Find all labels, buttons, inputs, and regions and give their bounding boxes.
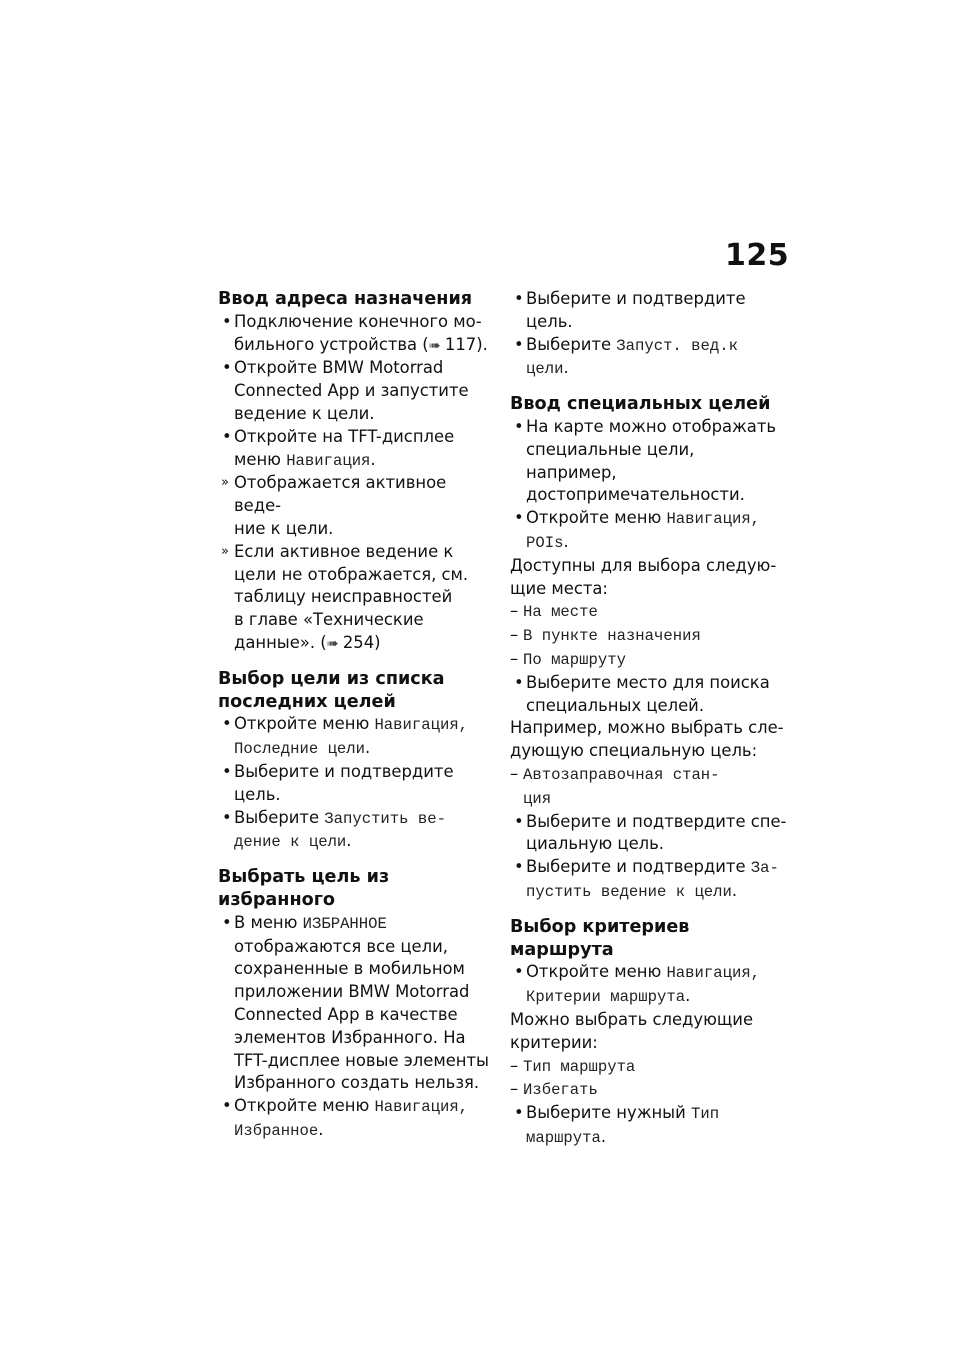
bullet-text: На карте можно отображать специальные цели, например, достопримечательности.: [526, 416, 777, 505]
bullet-icon: •: [222, 912, 232, 932]
bullet-text: Откройте меню: [234, 714, 375, 734]
bullet-text-end: .: [685, 986, 691, 1006]
bullet-open-recent: [218, 713, 498, 761]
bullet-text: Выберите нужный: [526, 1103, 691, 1123]
bullet-text: Откройте BMW Motorrad Connected App и запустите ведение к цели.: [234, 358, 469, 423]
bullet-icon: •: [514, 1103, 524, 1123]
dash-item-destination: [510, 624, 790, 648]
bullet-start-special-guidance: [510, 856, 790, 904]
right-column: [510, 288, 790, 1150]
dash-icon: –: [510, 601, 519, 621]
bullet-text-end: .: [563, 358, 569, 378]
bullet-text-end: .: [346, 831, 352, 851]
bullet-text-end: .: [365, 738, 371, 758]
bullet-text: Выберите и подтвердите цель.: [526, 289, 746, 331]
dash-icon: –: [510, 763, 519, 783]
bullet-text: Выберите и подтвердите цель.: [234, 761, 454, 804]
left-column: [218, 288, 498, 1143]
bullet-start-guidance: [218, 807, 498, 855]
option-label: В пункте назначения: [523, 627, 701, 646]
bullet-icon: •: [514, 416, 524, 436]
bullet-map-pois: [510, 416, 790, 507]
menu-item: Запустить ве- дение к цели: [234, 809, 446, 852]
bullet-text-end: .: [563, 531, 569, 551]
bullet-text-cont: отображаются все цели, сохраненные в мобильном приложении BMW Motorrad Connected App в качестве элементов Избранного. На TFT-дисплее новые элементы Избранного создать нельзя.: [234, 936, 489, 1093]
result-text: Отображается активное веде- ние к цели.: [234, 473, 447, 538]
bullet-select-confirm: [218, 761, 498, 807]
option-label: Автозаправочная стан- ция: [523, 765, 720, 808]
bullet-text: Выберите: [526, 334, 617, 354]
result-text-end: ): [374, 632, 381, 652]
bullet-start-guidance-short: [510, 334, 790, 382]
dash-item-route: [510, 648, 790, 672]
dash-item-here: [510, 600, 790, 624]
result-text: Если активное ведение к цели не отображается, см. таблицу неисправностей в главе «Технические данные». (: [234, 541, 469, 652]
menu-path: Навигация, POIs: [526, 510, 761, 552]
menu-item: Запуст. вед.к цели: [526, 336, 738, 379]
menu-path: Навигация, Последние цели: [234, 716, 469, 759]
result-no-guidance: [218, 541, 498, 656]
menu-path: Навигация, Критерии маршрута: [526, 964, 761, 1007]
bullet-icon: •: [222, 807, 232, 827]
bullet-open-favourites: [218, 1095, 498, 1143]
bullet-icon: •: [514, 334, 524, 354]
paragraph-example: Например, можно выбрать сле- дующую специальную цель:: [510, 718, 784, 761]
bullet-icon: •: [514, 857, 524, 877]
bullet-text: Выберите место для поиска специальных целей.: [526, 672, 770, 715]
bullet-text: В меню: [234, 912, 303, 932]
bullet-text-end: .: [600, 1126, 607, 1146]
bullet-text: Откройте меню: [234, 1096, 375, 1116]
heading-destination-address: Ввод адреса назначения: [218, 289, 473, 309]
bullet-confirm-special: [510, 811, 790, 857]
result-arrow-icon: »: [221, 475, 229, 491]
bullet-select-confirm-right: [510, 288, 790, 334]
bullet-open-pois: [510, 507, 790, 555]
bullet-icon: •: [514, 962, 524, 982]
bullet-icon: •: [514, 672, 524, 692]
bullet-open-navigation-menu: [218, 426, 498, 473]
menu-path: Навигация: [286, 451, 371, 470]
dash-item-fuel-station: [510, 763, 790, 811]
bullet-text: Откройте на TFT-дисплее меню: [234, 426, 455, 469]
bullet-text: Выберите и подтвердите: [526, 857, 751, 877]
heading-special-destinations: Ввод специальных целей: [510, 394, 771, 415]
bullet-text-end: .: [370, 449, 376, 469]
option-label: По маршруту: [523, 650, 626, 669]
bullet-icon: •: [222, 761, 232, 781]
menu-item: Тип маршрута: [526, 1105, 720, 1147]
bullet-open-app: [218, 357, 498, 425]
heading-recent-destinations: Выбор цели из списка последних целей: [218, 668, 445, 712]
dash-icon: –: [510, 648, 519, 668]
bullet-icon: •: [514, 811, 524, 831]
bullet-text-end: .: [731, 880, 738, 900]
menu-path: Навигация, Избранное: [234, 1098, 469, 1140]
result-arrow-icon: »: [221, 543, 229, 559]
paragraph-available-places: Доступны для выбора следую- щие места:: [510, 555, 777, 598]
bullet-text: Откройте меню: [526, 508, 667, 528]
bullet-icon: •: [222, 1096, 232, 1116]
page-reference[interactable]: 254: [342, 632, 375, 652]
menu-path: ИЗБРАННОЕ: [302, 914, 387, 933]
menu-item: За- пустить ведение к цели: [526, 859, 779, 901]
result-active-guidance: [218, 472, 498, 540]
dash-icon: –: [510, 1055, 519, 1075]
option-label: Тип маршрута: [523, 1057, 636, 1076]
dash-item-avoid: [510, 1078, 790, 1102]
bullet-icon: •: [514, 508, 524, 528]
dash-item-route-type: [510, 1055, 790, 1079]
dash-icon: –: [510, 625, 519, 645]
bullet-text-end: .: [318, 1119, 324, 1139]
dash-icon: –: [510, 1079, 519, 1099]
heading-route-criteria: Выбор критериев маршрута: [510, 916, 690, 960]
page-reference-arrow-icon: ➠: [428, 337, 445, 354]
bullet-text: Подключение конечного мо- бильного устройства (: [234, 311, 482, 354]
page-reference[interactable]: 117: [444, 334, 477, 354]
bullet-icon: •: [514, 289, 524, 308]
bullet-icon: •: [222, 714, 232, 734]
bullet-icon: •: [222, 358, 232, 378]
option-label: Избегать: [523, 1081, 598, 1100]
bullet-text: Откройте меню: [526, 962, 667, 982]
bullet-icon: •: [222, 426, 232, 446]
bullet-connect-device: [218, 311, 498, 358]
bullet-text: Выберите и подтвердите спе- циальную цель.: [526, 811, 787, 854]
bullet-select-place: [510, 672, 790, 718]
bullet-open-route-criteria: [510, 961, 790, 1009]
paragraph-criteria: Можно выбрать следующие критерии:: [510, 1009, 754, 1052]
bullet-text: Выберите: [234, 807, 325, 827]
bullet-text-end: ).: [476, 334, 488, 354]
bullet-icon: •: [222, 311, 232, 331]
bullet-favourites-menu: [218, 912, 498, 1095]
page-reference-arrow-icon: ➠: [326, 635, 343, 652]
bullet-select-route-type: [510, 1102, 790, 1150]
option-label: На месте: [523, 603, 598, 622]
heading-favourites: Выбрать цель из избранного: [218, 867, 390, 910]
page-number: 125: [725, 238, 790, 273]
